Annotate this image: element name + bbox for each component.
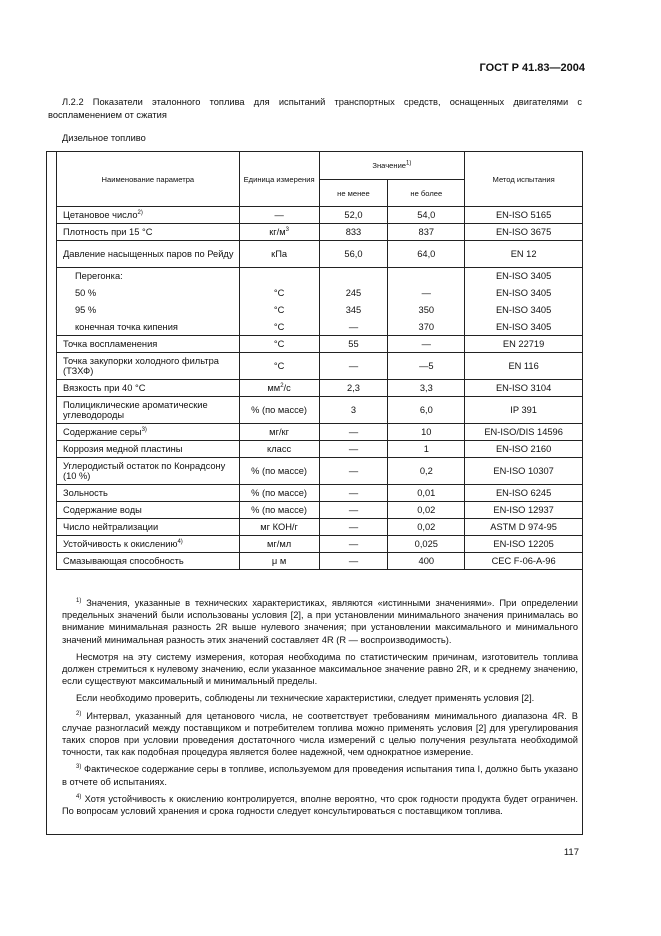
table-row: Содержание серы$^{3)}$ мг/кг — 10 EN-ISO/DIS 14596 (57, 424, 583, 441)
footnote-3: $^{3)}$ Фактическое содержание серы в топливе, используемом для проведения испытания типа I, должно быть указано в отчете об испытаниях. (62, 764, 578, 787)
fuel-type-subtitle: Дизельное топливо (62, 133, 146, 143)
header-max: не более (388, 180, 465, 207)
footnote-1-continued: Несмотря на эту систему измерения, которая необходима по статистическим причинам, изготовитель топлива должен стремиться к нулевому значению, если указанное максимальное значение равно 2R, и к среднему значению, если существуют максимальный и минимальный пределы. (62, 651, 578, 687)
standard-code: ГОСТ Р 41.83—2004 (479, 62, 585, 74)
header-min: не менее (319, 180, 388, 207)
table-row: Содержание воды % (по массе) — 0,02 EN-ISO 12937 (57, 502, 583, 519)
table-row: Число нейтрализации мг КОН/г — 0,02 ASTM D 974-95 (57, 519, 583, 536)
header-method: Метод испытания (465, 152, 583, 207)
table-row: Зольность % (по массе) — 0,01 EN-ISO 6245 (57, 485, 583, 502)
footnote-2: $^{2)}$ Интервал, указанный для цетанового числа, не соответствует требованиям минимального диапазона 4R. В случае разногласий между поставщиком и потребителем топлива можно применять условия [2] для урегулирования таких споров при условии проведения достаточного числа измерений с целью получения результата необходимой точности, так как подобная процедура является более надежной, чем однократное измерение. (62, 710, 578, 758)
table-row: Давление насыщенных паров по Рейду кПа 56,0 64,0 EN 12 (57, 241, 583, 268)
table-row: Полициклические ароматические углеводороды % (по массе) 3 6,0 IP 391 (57, 397, 583, 424)
table-row: Смазывающая способность μ м — 400 CEC F-06-A-96 (57, 553, 583, 570)
table-row: Точка воспламенения °С 55 — EN 22719 (57, 336, 583, 353)
table-row: Углеродистый остаток по Конрадсону (10 %) % (по массе) — 0,2 EN-ISO 10307 (57, 458, 583, 485)
table-row: Точка закупорки холодного фильтра (ТЗХФ) °С — —5 EN 116 (57, 353, 583, 380)
table-footnotes (62, 597, 578, 822)
table-row: конечная точка кипения °С — 370 EN-ISO 3405 (57, 319, 583, 336)
header-parameter: Наименование параметра (57, 152, 240, 207)
table-row: Коррозия медной пластины класс — 1 EN-ISO 2160 (57, 441, 583, 458)
header-value: Значение$^{1)}$ (319, 152, 465, 180)
table-row: Плотность при 15 °С $кг/м^3$ 833 837 EN-ISO 3675 (57, 224, 583, 241)
footnote-1-conclusion: Если необходимо проверить, соблюдены ли технические характеристики, следует применять условия [2]. (76, 693, 535, 704)
footnote-1: $^{1)}$ Значения, указанные в технических характеристиках, являются «истинными значениями». При определении предельных значений были использованы условия [2], а при установлении минимального значения принималась во внимание минимальная разность 2R выше нулевого значения; при установлении максимального и минимального значений минимальная разность этих значений составляет 4R (R — воспроизводимость). (62, 597, 578, 645)
table-row: Перегонка: EN-ISO 3405 (57, 268, 583, 285)
table-row: Цетановое число$^{2)}$ — 52,0 54,0 EN-ISO 5165 (57, 207, 583, 224)
page-number: 117 (563, 847, 579, 858)
header-unit: Единица измерения (239, 152, 319, 207)
section-intro: Л.2.2 Показатели эталонного топлива для испытаний транспортных средств, оснащенных двигателями с воспламенением от сжатия (48, 97, 582, 120)
table-row: Вязкость при 40 °С $мм^2/с$ 2,3 3,3 EN-ISO 3104 (57, 380, 583, 397)
table-row: 95 % °С 345 350 EN-ISO 3405 (57, 302, 583, 319)
table-row: 50 % °С 245 — EN-ISO 3405 (57, 285, 583, 302)
fuel-parameters-table (56, 151, 583, 570)
table-row: Устойчивость к окислению$^{4)}$ мг/мл — 0,025 EN-ISO 12205 (57, 536, 583, 553)
footnote-4: $^{4)}$ Хотя устойчивость к окислению контролируется, вполне вероятно, что срок годности продукта будет ограничен. По вопросам условий хранения и срока годности следует консультироваться с поставщиком топлива. (62, 793, 578, 817)
